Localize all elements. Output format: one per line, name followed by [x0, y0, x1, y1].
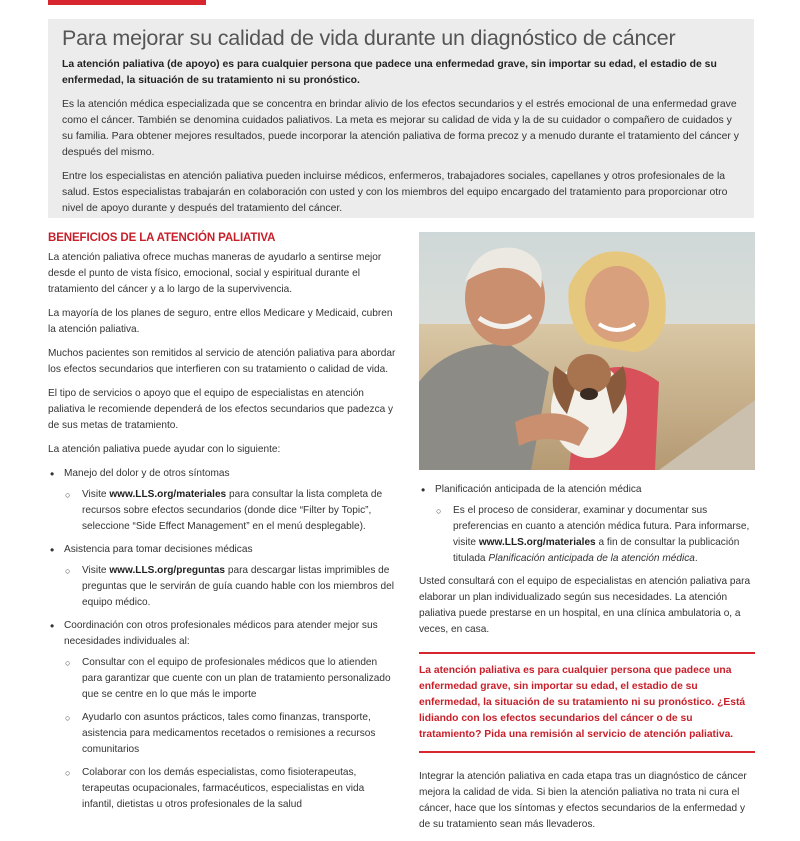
list-item — [48, 618, 398, 813]
right-paragraph-2: Integrar la atención paliativa en cada etapa tras un diagnóstico de cáncer mejora la calidad de vida. Si bien la atención paliativa no trata ni cura el cáncer, hace que los síntomas y efectos secundarios de la enfermedad y de su tratamiento sean más llevaderos. — [419, 771, 747, 830]
list-item — [48, 466, 398, 535]
list-item — [419, 482, 755, 567]
sub-item-text: para consultar la lista completa de recursos sobre efectos secundarios (donde dice “Filter by Topic”, seleccione “Side Effect Management” en el menú desplegable). — [82, 489, 383, 532]
list-item — [48, 542, 398, 611]
materiales-link[interactable]: www.LLS.org/materiales — [109, 489, 227, 500]
list-item-text: Planificación anticipada de la atención médica — [435, 484, 642, 495]
materiales-link[interactable]: www.LLS.org/materiales — [478, 537, 596, 548]
callout-box: La atención paliativa es para cualquier persona que padece una enfermedad grave, sin importar su edad, el estadio de su enfermedad, la situación de su tratamiento ni su pronóstico. ¿Está lidiando con los efectos secundarios del cáncer o de su tratamiento? Pida una remisión al servicio de atención paliativa. — [419, 652, 755, 753]
sub-list-item: ○ Consultar con el equipo de profesionales médicos que lo atienden para garantizar que cuente con un plan de tratamiento personalizado que se centre en lo que más le importe — [64, 655, 398, 703]
benefits-heading: BENEFICIOS DE LA ATENCIÓN PALIATIVA — [48, 232, 276, 244]
list-item-text: Manejo del dolor y de otros síntomas — [64, 468, 230, 479]
benefits-paragraph-3: Muchos pacientes son remitidos al servicio de atención paliativa para abordar los efectos secundarios que interfieren con su tratamiento o calidad de vida. — [48, 348, 396, 375]
sub-list-item — [64, 563, 398, 611]
list-item-text: Coordinación con otros profesionales médicos para atender mejor sus necesidades individuales al: — [64, 620, 378, 647]
preguntas-link[interactable]: www.LLS.org/preguntas — [109, 565, 226, 576]
benefits-paragraph-4: El tipo de servicios o apoyo que el equipo de especialistas en atención paliativa le recomiende dependerá de los efectos secundarios que padezca y de sus metas de tratamiento. — [48, 388, 394, 431]
intro-lead: La atención paliativa (de apoyo) es para cualquier persona que padece una enfermedad grave, sin importar su edad, el estadio de su enfermedad, la situación de su tratamiento ni su pronóstico. — [62, 59, 717, 86]
list-item-text: Asistencia para tomar decisiones médicas — [64, 544, 253, 555]
sub-item-text: Es el proceso de considerar, examinar y documentar sus preferencias en cuanto a atención médica futura. Para informarse, visite — [453, 505, 750, 548]
sub-item-text: a fin de consultar la publicación titulada — [453, 537, 740, 564]
sub-list — [435, 503, 755, 567]
sub-item-text: Visite — [82, 565, 110, 576]
sub-list — [64, 487, 398, 535]
benefits-column — [48, 232, 398, 820]
benefits-list — [48, 466, 398, 813]
sub-item-text: . — [694, 553, 698, 564]
publication-title: Planificación anticipada de la atención médica — [488, 553, 695, 564]
photo-illustration — [419, 232, 755, 470]
sub-list-item — [435, 503, 755, 567]
sub-list-item: ○ Colaborar con los demás especialistas, como fisioterapeutas, terapeutas ocupacionales, farmacéuticos, especialistas en vida infantil, dietistas u otros profesionales de la salud — [64, 765, 398, 813]
intro-paragraph-1: Es la atención médica especializada que se concentra en brindar alivio de los efectos secundarios y el estrés emocional de una enfermedad grave como el cáncer. También se denomina cuidados paliativos. La meta es mejorar su calidad de vida y la de su cuidador o compañero de cuidados y su familia. Para obtener mejores resultados, puede incorporar la atención paliativa de forma precoz y a menudo durante el tratamiento del cáncer y después del mismo. — [62, 99, 739, 158]
intro-box — [48, 19, 754, 218]
benefits-list-continued — [419, 482, 755, 567]
right-text — [419, 482, 755, 833]
sub-list-item: ○ Ayudarlo con asuntos prácticos, tales como finanzas, transporte, asistencia para medicamentos recetados o remisiones a recursos comunitarios — [64, 710, 398, 758]
benefits-paragraph-2: La mayoría de los planes de seguro, entre ellos Medicare y Medicaid, cubren la atención paliativa. — [48, 308, 393, 335]
sub-item-text: para descargar listas imprimibles de preguntas que le servirán de guía cuando hable con los miembros del equipo médico. — [82, 565, 394, 608]
sub-list — [64, 563, 398, 611]
couple-with-dog-photo — [419, 232, 755, 470]
page-title: Para mejorar su calidad de vida durante un diagnóstico de cáncer — [62, 26, 676, 50]
benefits-paragraph-5: La atención paliativa puede ayudar con lo siguiente: — [48, 444, 281, 455]
right-paragraph-1: Usted consultará con el equipo de especialistas en atención paliativa para elaborar un plan individualizado según sus necesidades. La atención paliativa puede prestarse en un hospital, en una clínica ambulatoria o, a veces, en casa. — [419, 576, 751, 635]
sub-list-item — [64, 487, 398, 535]
sub-list — [64, 655, 398, 813]
intro-paragraph-2: Entre los especialistas en atención paliativa pueden incluirse médicos, enfermeros, trabajadores sociales, capellanes y otros profesionales de la salud. Estos especialistas trabajarán en colaboración con usted y con los miembros del equipo encargado del tratamiento para proporcionar otro nivel de apoyo durante y después del tratamiento del cáncer. — [62, 171, 728, 214]
benefits-paragraph-1: La atención paliativa ofrece muchas maneras de ayudarlo a sentirse mejor desde el punto de vista físico, emocional, social y espiritual durante el tratamiento del cáncer y a lo largo de la supervivencia. — [48, 252, 382, 295]
top-accent-bar — [48, 0, 206, 5]
right-column — [419, 232, 755, 841]
sub-item-text: Visite — [82, 489, 110, 500]
